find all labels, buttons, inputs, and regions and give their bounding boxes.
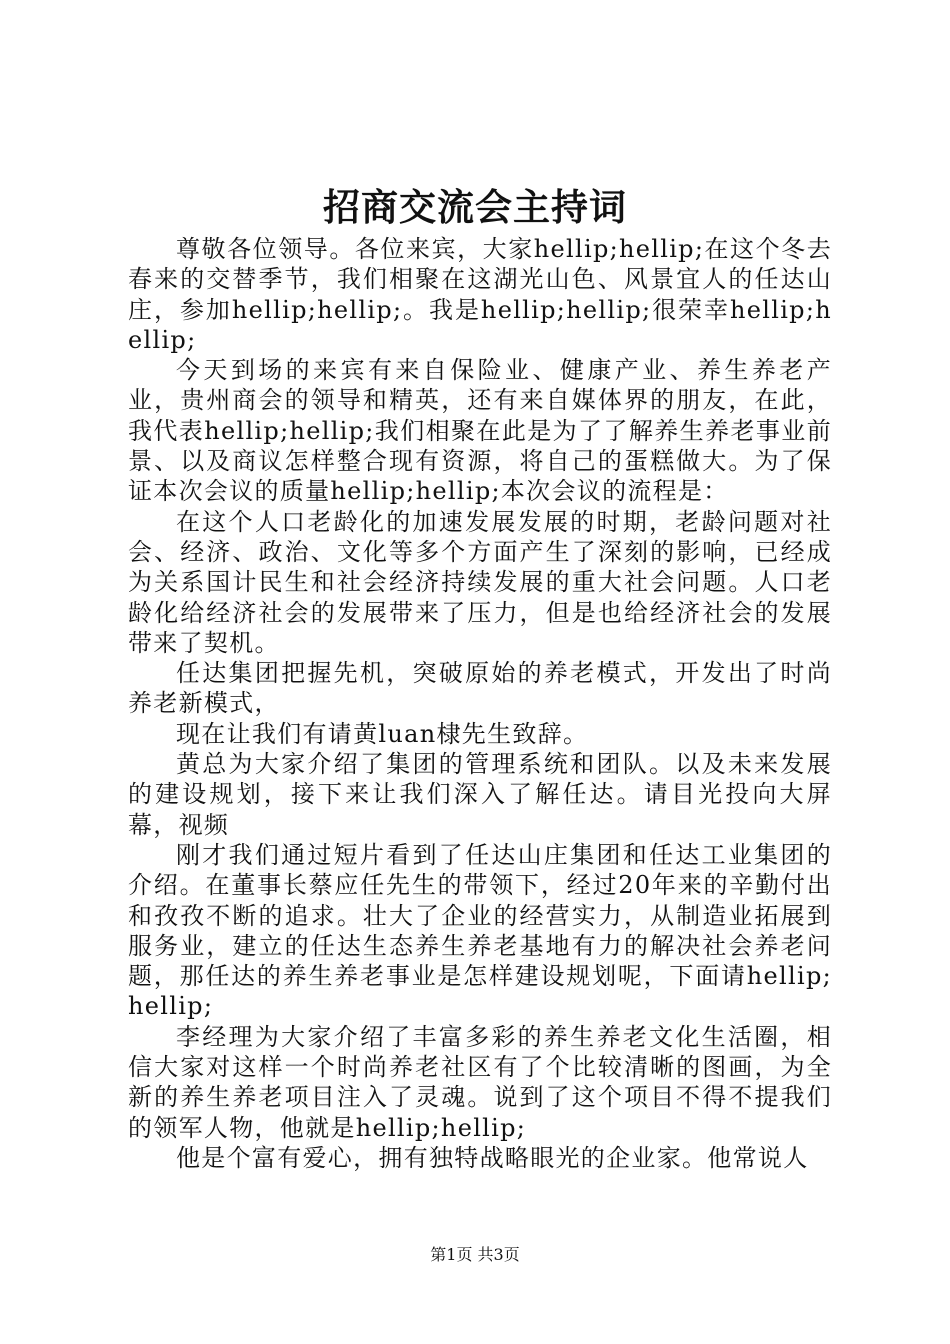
paragraph: 刚才我们通过短片看到了任达山庄集团和任达工业集团的介绍。在董事长蔡应任先生的带领下，经过20年来的辛勤付出和孜孜不断的追求。壮大了企业的经营实力，从制造业拓展到服务业，建立的任达生态养生养老基地有力的解决社会养老问题，那任达的养生养老事业是怎样建设规划呢，下面请hellip;hellip;: [128, 840, 832, 1021]
paragraph: 现在让我们有请黄luan棣先生致辞。: [176, 719, 589, 748]
document-body: [128, 234, 832, 1173]
paragraph: 黄总为大家介绍了集团的管理系统和团队。以及未来发展的建设规划，接下来让我们深入了解任达。请目光投向大屏幕，视频: [128, 750, 832, 839]
paragraph: 今天到场的来宾有来自保险业、健康产业、养生养老产业，贵州商会的领导和精英，还有来自媒体界的朋友，在此，我代表hellip;hellip;我们相聚在此是为了了解养生养老事业前景、以及商议怎样整合现有资源，将自己的蛋糕做大。为了保证本次会议的质量hellip;hellip;本次会议的流程是：: [128, 356, 832, 506]
page-number-footer: 第1页 共3页: [430, 1245, 520, 1264]
paragraph: 李经理为大家介绍了丰富多彩的养生养老文化生活圈，相信大家对这样一个时尚养老社区有了个比较清晰的图画，为全新的养生养老项目注入了灵魂。说到了这个项目不得不提我们的领军人物，他就是hellip;hellip;: [128, 1022, 832, 1142]
paragraph: 尊敬各位领导。各位来宾，大家hellip;hellip;在这个冬去春来的交替季节，我们相聚在这湖光山色、风景宜人的任达山庄，参加hellip;hellip;。我是hellip;hellip;很荣幸hellip;hellip;: [128, 235, 832, 354]
paragraph: 任达集团把握先机，突破原始的养老模式，开发出了时尚养老新模式，: [128, 659, 832, 718]
paragraph: 在这个人口老龄化的加速发展发展的时期，老龄问题对社会、经济、政治、文化等多个方面产生了深刻的影响，已经成为关系国计民生和社会经济持续发展的重大社会问题。人口老龄化给经济社会的发展带来了压力，但是也给经济社会的发展带来了契机。: [128, 507, 832, 657]
paragraph: 他是个富有爱心，拥有独特战略眼光的企业家。他常说人: [176, 1143, 809, 1172]
document-title: 招商交流会主持词: [323, 185, 627, 229]
